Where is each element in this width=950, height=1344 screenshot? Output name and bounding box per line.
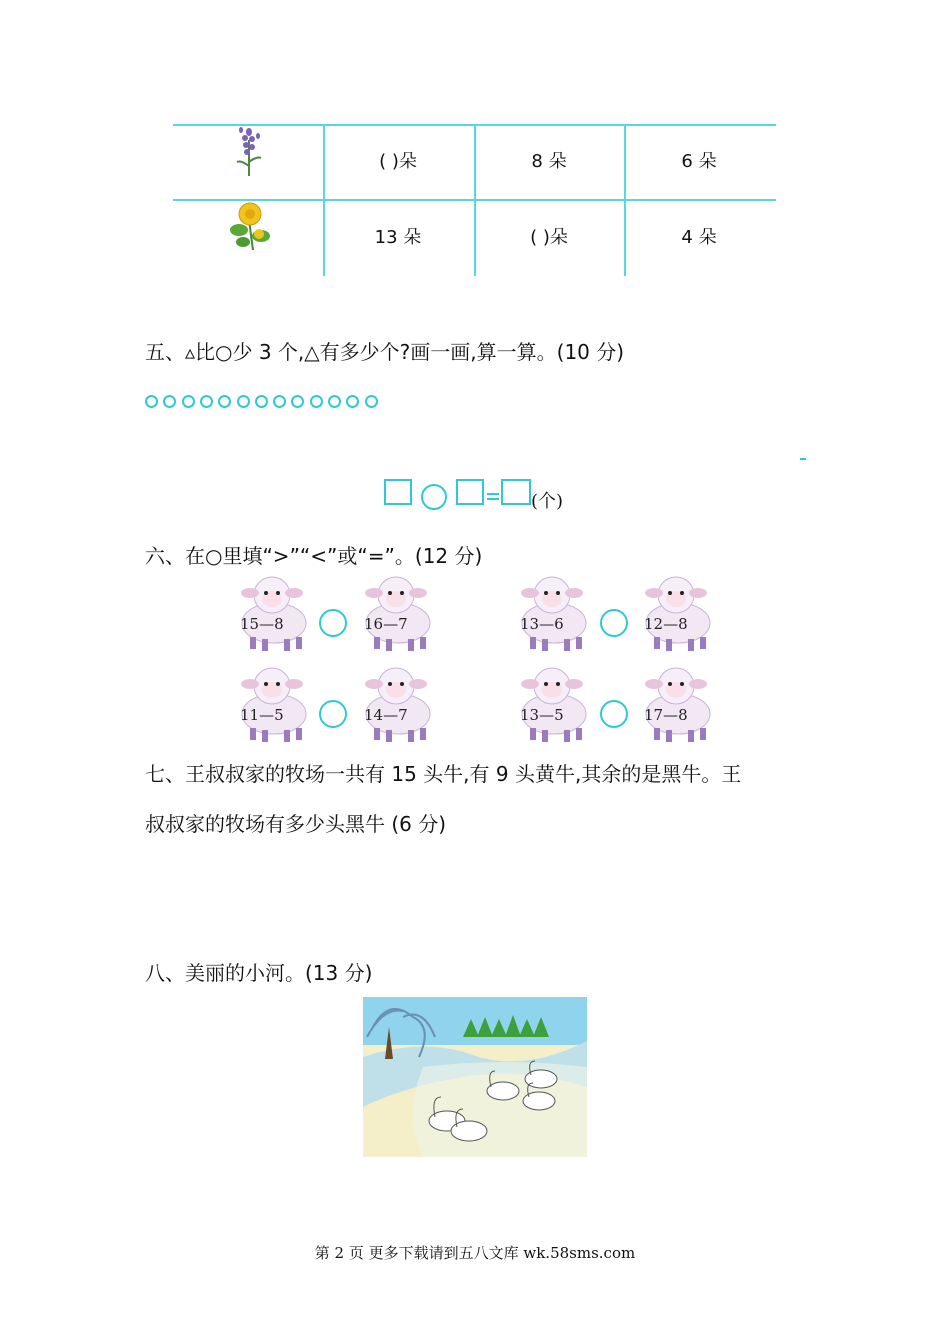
question-8-title: 八、美丽的小河。(13 分) (145, 961, 373, 985)
sheep-expression: 11—5 (240, 706, 284, 724)
circle-shape (365, 395, 378, 408)
sheep-expression: 13—5 (520, 706, 564, 724)
chrysanthemum-icon (229, 200, 273, 252)
table-divider (474, 124, 476, 276)
sheep-expression: 12—8 (644, 615, 688, 633)
equals-sign-top (487, 493, 499, 495)
sheep-expression: 16—7 (364, 615, 408, 633)
answer-box-1[interactable] (384, 479, 412, 505)
sheep-expression: 13—6 (520, 615, 564, 633)
compare-circle[interactable] (600, 700, 628, 728)
flower-table (173, 124, 776, 276)
sheep-icon (228, 573, 314, 653)
circle-shape (328, 395, 341, 408)
sheep-icon (508, 573, 594, 653)
cell-lavender-count-3: 6 朵 (681, 151, 717, 172)
sheep-expression: 15—8 (240, 615, 284, 633)
table-divider (624, 124, 626, 276)
compare-circle[interactable] (600, 609, 628, 637)
circle-shape (218, 395, 231, 408)
cell-lavender-count-2: 8 朵 (531, 151, 567, 172)
circle-shape (145, 395, 158, 408)
compare-circle[interactable] (319, 609, 347, 637)
equals-sign-bottom (487, 498, 499, 500)
sheep-icon (352, 664, 438, 744)
circle-row (145, 395, 385, 411)
answer-box-2[interactable] (456, 479, 484, 505)
circle-shape (200, 395, 213, 408)
sheep-icon (632, 573, 718, 653)
answer-box-3[interactable] (501, 479, 531, 505)
question-7-line-1: 七、王叔叔家的牧场一共有 15 头牛,有 9 头黄牛,其余的是黑牛。王 (145, 762, 742, 786)
river-swans-image (363, 997, 587, 1157)
cell-lavender-count-1: ( )朵 (379, 151, 417, 172)
sheep-icon (352, 573, 438, 653)
compare-circle[interactable] (319, 700, 347, 728)
circle-shape (346, 395, 359, 408)
cell-chrysanthemum-count-2: ( )朵 (530, 227, 568, 248)
sheep-icon (228, 664, 314, 744)
cell-chrysanthemum-count-1: 13 朵 (374, 227, 422, 248)
unit-label: (个) (531, 491, 564, 512)
page-footer: 第 2 页 更多下载请到五八文库 wk.58sms.com (314, 1244, 636, 1262)
circle-shape (182, 395, 195, 408)
dash-mark (800, 458, 806, 460)
sheep-expression: 17—8 (644, 706, 688, 724)
question-6-title: 六、在○里填“>”“<”或“=”。(12 分) (145, 544, 483, 568)
cell-chrysanthemum-count-3: 4 朵 (681, 227, 717, 248)
circle-shape (163, 395, 176, 408)
operator-circle[interactable] (421, 484, 447, 510)
question-5-title: 五、▵比○少 3 个,△有多少个?画一画,算一算。(10 分) (145, 340, 625, 364)
table-divider (323, 124, 325, 276)
sheep-icon (508, 664, 594, 744)
lavender-icon (231, 126, 267, 178)
circle-shape (273, 395, 286, 408)
question-7-line-2: 叔叔家的牧场有多少头黑牛 (6 分) (145, 812, 447, 836)
circle-shape (291, 395, 304, 408)
sheep-icon (632, 664, 718, 744)
sheep-expression: 14—7 (364, 706, 408, 724)
circle-shape (255, 395, 268, 408)
circle-shape (310, 395, 323, 408)
circle-shape (237, 395, 250, 408)
